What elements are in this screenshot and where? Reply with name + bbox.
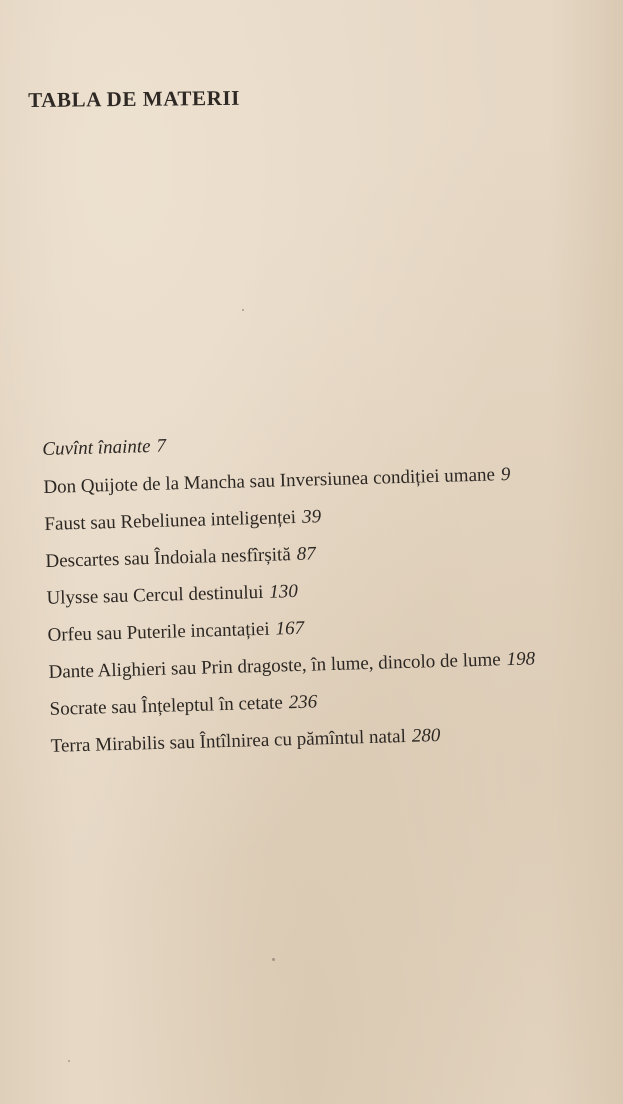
- toc-page-number: 39: [301, 506, 322, 528]
- paper-speck: [272, 958, 275, 961]
- table-of-contents: [42, 421, 603, 770]
- toc-entry: [42, 421, 595, 463]
- toc-page-number: 236: [288, 691, 318, 714]
- paper-speck: [68, 1060, 70, 1062]
- toc-entry-title: Orfeu sau Puterile incantației: [47, 618, 270, 646]
- toc-entry: [49, 680, 602, 722]
- paper-speck: [242, 309, 244, 311]
- toc-entry-title: Dante Alighieri sau Prin dragoste, în lume, dincolo de lume: [48, 649, 501, 683]
- toc-entry: [48, 644, 601, 686]
- toc-entry: [47, 607, 600, 649]
- toc-entry: [50, 717, 603, 759]
- toc-entry-title: Faust sau Rebeliunea inteligenței: [44, 506, 297, 535]
- toc-entry: [43, 459, 596, 501]
- toc-page-number: 130: [269, 580, 299, 603]
- toc-entry-title: Terra Mirabilis sau Întîlnirea cu pămîntul natal: [50, 725, 407, 757]
- toc-page-number: 7: [156, 435, 167, 457]
- toc-page-number: 167: [275, 617, 305, 640]
- toc-page-number: 9: [500, 463, 511, 486]
- toc-entry-title: Ulysse sau Cercul destinului: [46, 581, 264, 609]
- toc-entry: [45, 533, 598, 575]
- toc-page-number: 280: [411, 724, 441, 747]
- toc-entry: [44, 496, 597, 538]
- toc-page-number: 87: [296, 543, 317, 565]
- page-title: TABLA DE MATERII: [28, 85, 241, 112]
- toc-page-number: 198: [506, 648, 536, 671]
- toc-entry-title: Don Quijote de la Mancha sau Inversiunea condiției umane: [43, 464, 496, 498]
- toc-entry-title: Socrate sau Înțeleptul în cetate: [49, 692, 284, 720]
- toc-entry: [46, 570, 599, 612]
- toc-entry-title: Descartes sau Îndoiala nesfîrșită: [45, 544, 292, 572]
- toc-entry-title: Cuvînt înainte: [42, 435, 151, 460]
